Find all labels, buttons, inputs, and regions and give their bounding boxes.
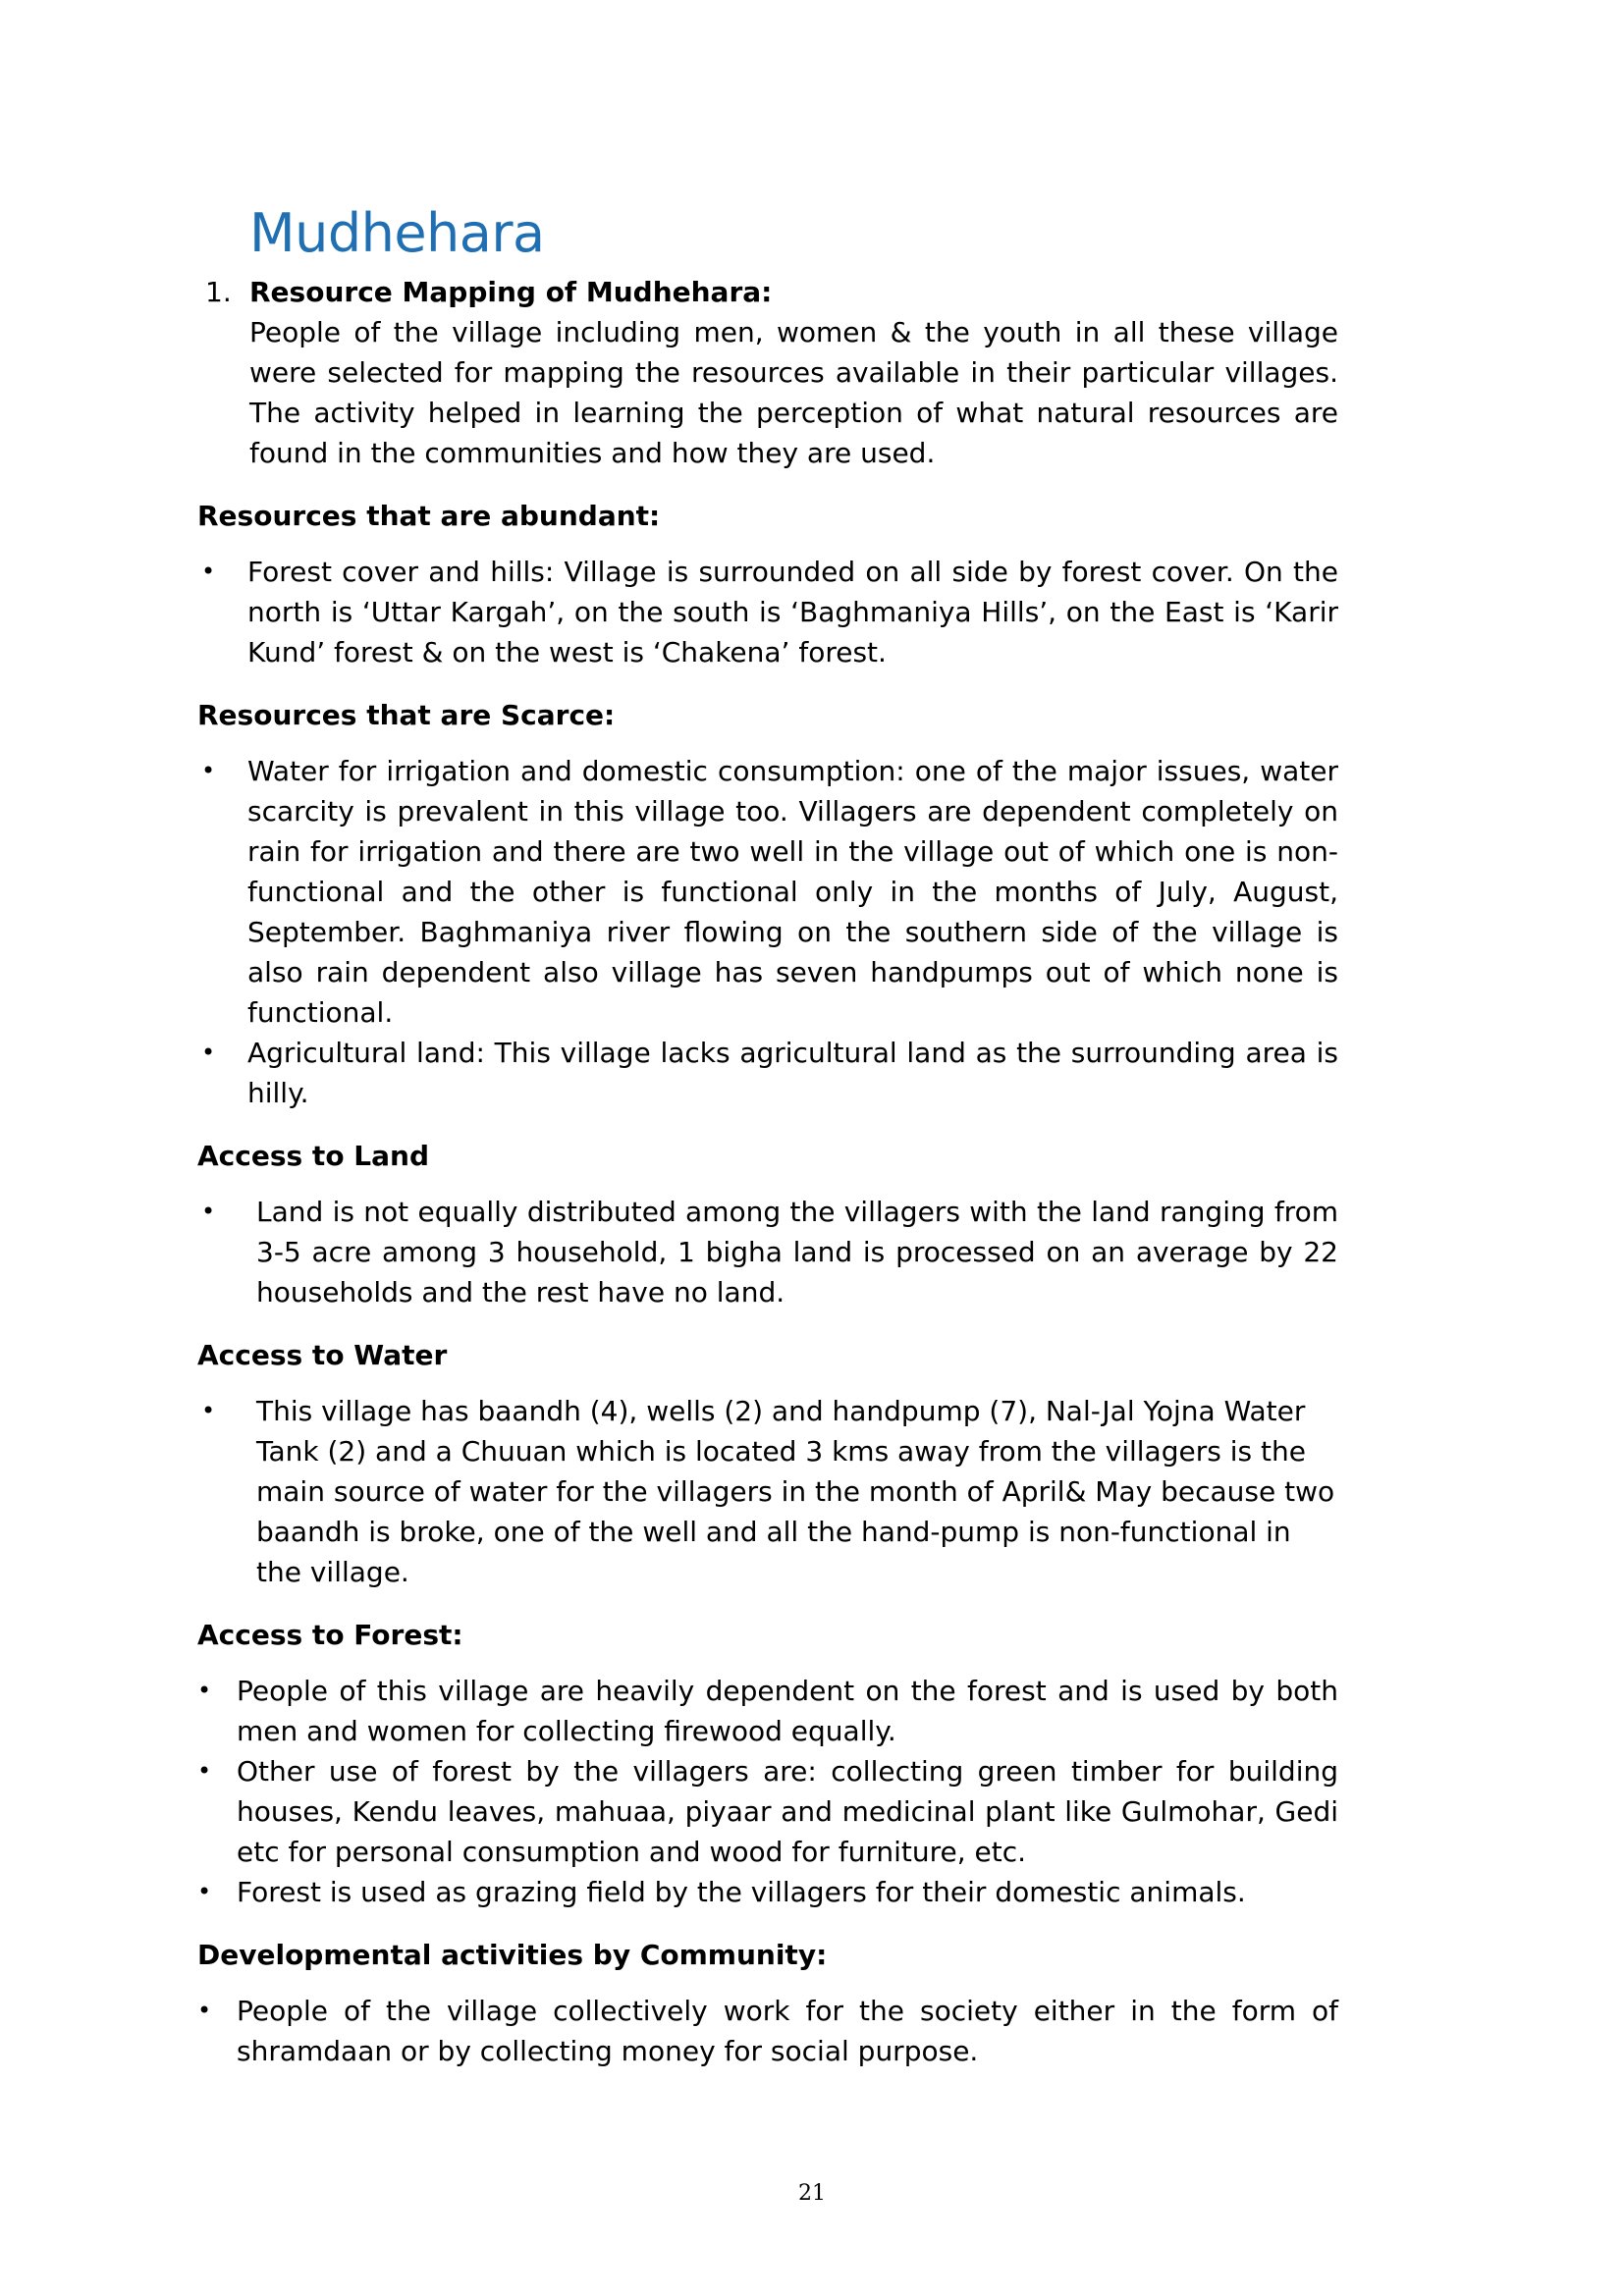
section-number: 1.: [205, 276, 232, 308]
list-item: • Forest cover and hills: Village is surrounded on all side by forest cover. On the north is ‘Uttar Kargah’, on the south is ‘Baghmaniya Hills’, on the East is ‘Karir Kund’ forest & on the west is ‘Chakena’ forest.: [197, 552, 1338, 672]
heading-access-land: Access to Land: [197, 1140, 430, 1172]
bullet-icon: •: [201, 1397, 216, 1424]
water-list: [197, 1391, 1338, 1592]
bullet-icon: •: [201, 757, 216, 784]
heading-abundant: Resources that are abundant:: [197, 500, 661, 532]
bullet-icon: •: [197, 1997, 212, 2024]
intro-paragraph: People of the village including men, women & the youth in all these village were selected for mapping the resources available in their particular villages. The activity helped in learning the perception of what natural resources are found in the communities and how they are used.: [249, 316, 1338, 469]
list-item: • Forest is used as grazing field by the villagers for their domestic animals.: [197, 1872, 1338, 1912]
bullet-icon: •: [197, 1757, 212, 1785]
list-item: • This village has baandh (4), wells (2) and handpump (7), Nal-Jal Yojna Water Tank (2) and a Chuuan which is located 3 kms away from the villagers is the main source of water for the villagers in the month of April& May because two baandh is broke, one of the well and all the hand-pump is non-functional in the village.: [197, 1391, 1338, 1592]
list-item: • Agricultural land: This village lacks agricultural land as the surrounding area is hilly.: [197, 1033, 1338, 1113]
section-heading-resource-mapping: Resource Mapping of Mudhehara:: [249, 276, 773, 308]
section-resource-mapping: [197, 273, 1338, 473]
bullet-icon: •: [201, 1039, 216, 1066]
page-number: 21: [798, 2181, 826, 2206]
forest-list: [197, 1671, 1338, 1912]
page-title: Mudhehara: [249, 202, 545, 264]
bullet-icon: •: [201, 558, 216, 585]
page-content: [197, 196, 1338, 2071]
heading-development: Developmental activities by Community:: [197, 1939, 828, 1971]
list-item: • People of the village collectively work for the society either in the form of shramdaan or by collecting money for social purpose.: [197, 1991, 1338, 2071]
bullet-icon: •: [197, 1878, 212, 1905]
list-item: • People of this village are heavily dependent on the forest and is used by both men and women for collecting firewood equally.: [197, 1671, 1338, 1751]
land-list: [197, 1192, 1338, 1312]
heading-scarce: Resources that are Scarce:: [197, 699, 616, 731]
scarce-list: [197, 751, 1338, 1113]
list-item: • Land is not equally distributed among the villagers with the land ranging from 3-5 acre among 3 household, 1 bigha land is processed on an average by 22 households and the rest have no land.: [197, 1192, 1338, 1312]
list-item: • Other use of forest by the villagers are: collecting green timber for building houses, Kendu leaves, mahuaa, piyaar and medicinal plant like Gulmohar, Gedi etc for personal consumption and wood for furniture, etc.: [197, 1751, 1338, 1872]
development-list: [197, 1991, 1338, 2071]
heading-access-water: Access to Water: [197, 1339, 448, 1371]
bullet-icon: •: [201, 1198, 216, 1225]
abundant-list: [197, 552, 1338, 672]
bullet-icon: •: [197, 1677, 212, 1704]
heading-access-forest: Access to Forest:: [197, 1619, 463, 1651]
list-item: • Water for irrigation and domestic consumption: one of the major issues, water scarcity is prevalent in this village too. Villagers are dependent completely on rain for irrigation and there are two well in the village out of which one is non-functional and the other is functional only in the months of July, August, September. Baghmaniya river flowing on the southern side of the village is also rain dependent also village has seven handpumps out of which none is functional.: [197, 751, 1338, 1033]
